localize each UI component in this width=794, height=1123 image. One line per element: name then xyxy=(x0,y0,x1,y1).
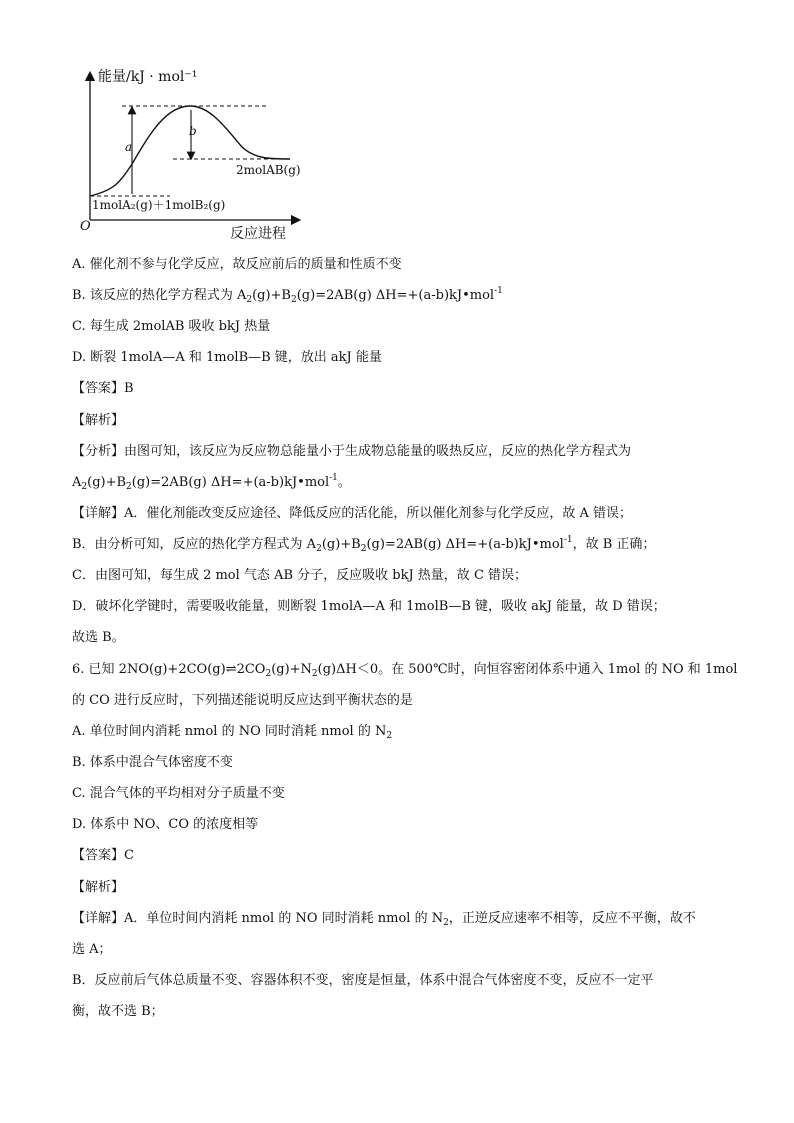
origin-label: O xyxy=(80,219,91,234)
q6-option-d: D. 体系中 NO、CO 的浓度相等 xyxy=(72,817,259,832)
q6-stem-line-1: 6. 已知 $2NO(g)+2CO(g)\rightleftharpoons 2CO_2(g)+N_2(g)\Delta H<0$。在 500℃时，向恒容密闭体系中通入 1mol 的 NO 和 1mol xyxy=(72,662,738,679)
q6-detail-b: B．反应前后气体总质量不变、容器体积不变，密度是恒量，体系中混合气体密度不变，反应不一定平 xyxy=(72,973,654,988)
q6-detail-b-continued: 衡，故不选 B； xyxy=(72,1004,164,1019)
q6-option-a: A. 单位时间内消耗 nmol 的 NO 同时消耗 nmol 的 $N_2$ xyxy=(72,724,393,741)
reactant-label: 1molA₂(g)＋1molB₂(g) xyxy=(92,198,226,212)
q5-detail-a: 【详解】A．催化剂能改变反应途径、降低反应的活化能，所以催化剂参与化学反应，故 A 错误； xyxy=(72,506,633,521)
q6-option-b: B. 体系中混合气体密度不变 xyxy=(72,755,233,770)
q5-option-d: D. 断裂 1molA—A 和 1molB—B 键，放出 akJ 能量 xyxy=(72,350,382,365)
label-a: a xyxy=(125,140,133,154)
product-label: 2molAB(g) xyxy=(236,163,301,177)
q5-conclusion: 故选 B。 xyxy=(72,630,125,645)
q6-answer: 【答案】C xyxy=(72,848,134,863)
y-axis-label: 能量/kJ · mol⁻¹ xyxy=(98,69,198,85)
q5-fenxi-line-1: 【分析】由图可知，该反应为反应物总能量小于生成物总能量的吸热反应，反应的热化学方程式为 xyxy=(72,444,632,459)
q6-analysis-heading: 【解析】 xyxy=(72,880,125,895)
q5-detail-b: B．由分析可知，反应的热化学方程式为 $A_2(g)+B_2(g)=2AB(g)$ ΔH=+(a-b)kJ•mol$^{-1}$，故 B 正确； xyxy=(72,535,656,554)
q5-analysis-heading: 【解析】 xyxy=(72,413,125,428)
q5-answer: 【答案】B xyxy=(72,381,134,396)
energy-diagram xyxy=(70,62,320,247)
q6-detail-a: 【详解】A．单位时间内消耗 nmol 的 NO 同时消耗 nmol 的 $N_2$，正逆反应速率不相等，反应不平衡，故不 xyxy=(72,911,696,928)
q6-stem-line-2: 的 CO 进行反应时，下列描述能说明反应达到平衡状态的是 xyxy=(72,693,413,708)
q5-fenxi-line-2: $A_2(g)+B_2(g)=2AB(g)$ ΔH=+(a-b)kJ•mol$^{-1}$。 xyxy=(72,473,351,492)
q5-option-b: B. 该反应的热化学方程式为 $A_2(g)+B_2(g)=2AB(g)$ ΔH=+(a-b)kJ•mol$^{-1}$ xyxy=(72,286,503,305)
label-b: b xyxy=(189,124,197,138)
energy-diagram-graphic xyxy=(70,62,320,247)
q5-detail-c: C．由图可知，每生成 2 mol 气态 AB 分子，反应吸收 bkJ 热量，故 C 错误； xyxy=(72,568,528,583)
x-axis-label: 反应进程 xyxy=(230,226,286,242)
q6-option-c: C. 混合气体的平均相对分子质量不变 xyxy=(72,786,285,801)
q5-option-c: C. 每生成 2molAB 吸收 bkJ 热量 xyxy=(72,319,271,334)
q6-detail-a-continued: 选 A； xyxy=(72,942,112,957)
q5-option-a: A. 催化剂不参与化学反应，故反应前后的质量和性质不变 xyxy=(72,257,402,272)
energy-curve xyxy=(90,106,290,196)
q5-detail-d: D．破坏化学键时，需要吸收能量，则断裂 1molA—A 和 1molB—B 键，吸收 akJ 能量，故 D 错误； xyxy=(72,599,666,614)
